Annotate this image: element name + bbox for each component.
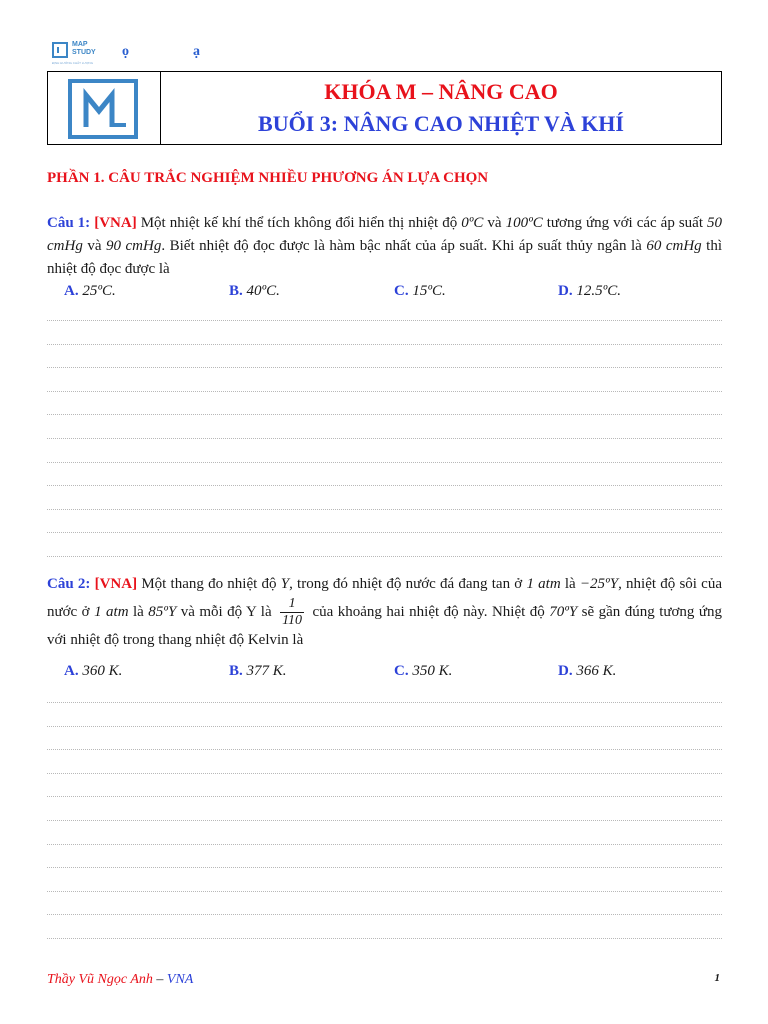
footer-author: Thầy Vũ Ngọc Anh – VNA — [47, 972, 194, 987]
mapstudy-logo-icon — [52, 42, 68, 58]
question-2-options — [64, 663, 724, 685]
lesson-title: BUỔI 3: NÂNG CAO NHIỆT VÀ KHÍ — [258, 111, 624, 136]
option-b[interactable]: B. 377 K. — [229, 663, 287, 679]
section-title: PHẦN 1. CÂU TRẮC NGHIỆM NHIỀU PHƯƠNG ÁN LỰA CHỌN — [47, 170, 489, 186]
brand-name: MAP STUDY — [72, 41, 96, 56]
brand-glyph-2: ạ — [193, 44, 200, 59]
question-label: Câu 1: — [47, 215, 91, 231]
m-logo-icon — [68, 79, 138, 139]
option-c[interactable]: C. 15ºC. — [394, 283, 446, 299]
question-2: Câu 2: [VNA] Một thang đo nhiệt độ Y, trong đó nhiệt độ nước đá đang tan ở 1 atm là −25ºY, nhiệt độ sôi của nước ở 1 atm là 85ºY và mỗi độ Y là $\frac{1}{110}$ của khoảng hai nhiệt độ này. Nhiệt độ 70ºY sẽ gần đúng tương ứng với nhiệt độ trong thang nhiệt độ Kelvin là — [47, 576, 723, 648]
option-d[interactable]: D. 366 K. — [558, 663, 617, 679]
option-a[interactable]: A. 25ºC. — [64, 283, 116, 299]
page-number: 1 — [714, 972, 720, 984]
course-title: KHÓA M – NÂNG CAO — [324, 79, 558, 104]
question-label: Câu 2: — [47, 576, 91, 592]
fraction: $\frac{1}{110}$ — [282, 596, 303, 628]
footer — [47, 972, 722, 988]
question-1-options — [64, 283, 724, 305]
brand-tagline: ĐỊNH HƯỚNG CHẤT LƯỢNG — [52, 61, 94, 65]
brand-glyph-1: ọ — [122, 44, 129, 59]
option-a[interactable]: A. 360 K. — [64, 663, 123, 679]
header-box — [47, 71, 722, 145]
option-d[interactable]: D. 12.5ºC. — [558, 283, 621, 299]
question-tag: [VNA] — [94, 215, 137, 231]
answer-lines-1[interactable] — [47, 320, 722, 580]
option-b[interactable]: B. 40ºC. — [229, 283, 280, 299]
option-c[interactable]: C. 350 K. — [394, 663, 453, 679]
logo-cell — [48, 72, 161, 144]
answer-lines-2[interactable] — [47, 702, 722, 962]
title-cell — [161, 72, 721, 144]
question-1: Câu 1: [VNA] Một nhiệt kế khí thể tích không đổi hiển thị nhiệt độ 0ºC và 100ºC tương ứng với các áp suất 50 cmHg và 90 cmHg. Biết nhiệt độ đọc được là hàm bậc nhất của áp suất. Khi áp suất thủy ngân là 60 cmHg thì nhiệt độ đọc được là — [47, 215, 723, 277]
question-tag: [VNA] — [94, 576, 138, 592]
